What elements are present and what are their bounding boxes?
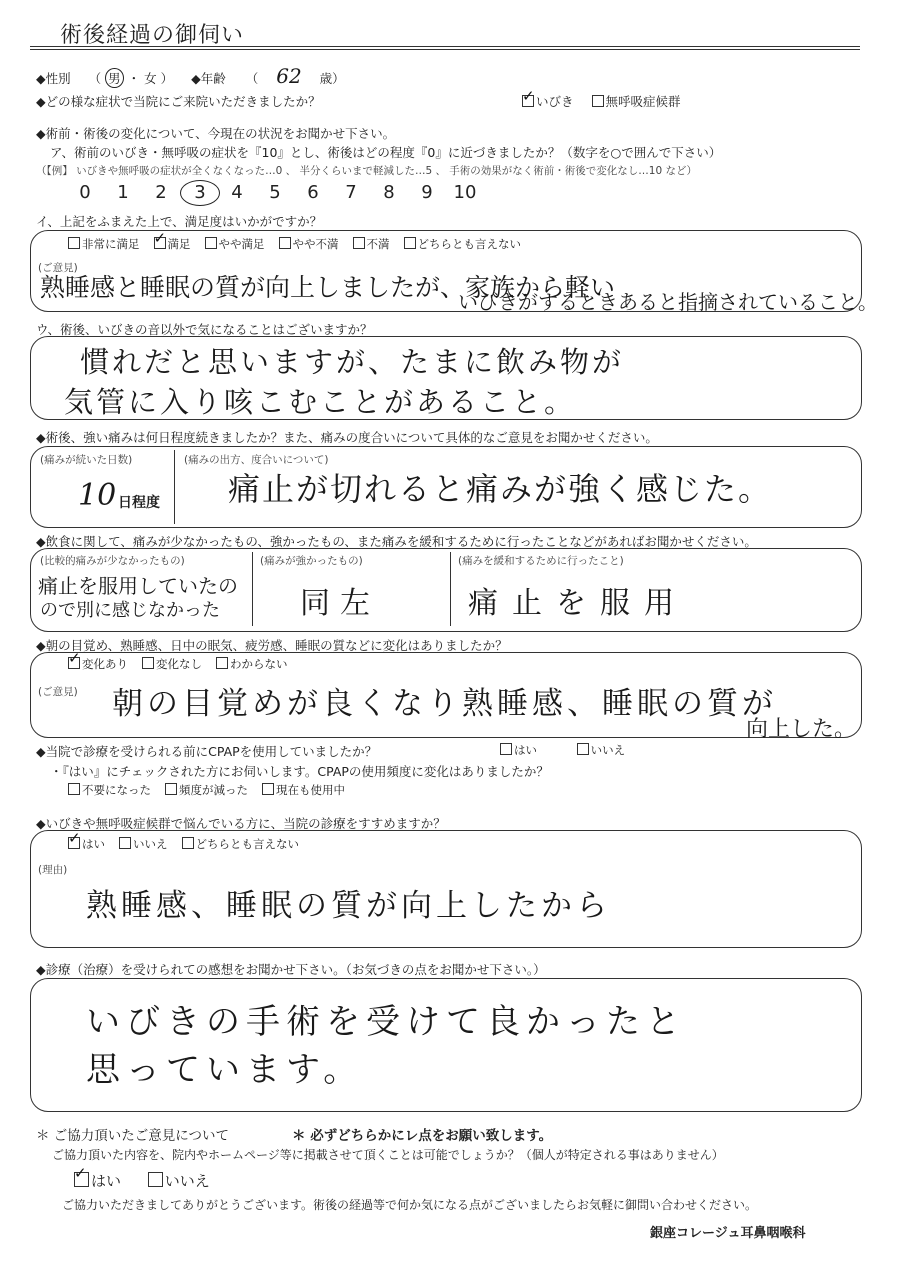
- q8-option-checkbox[interactable]: [165, 783, 177, 795]
- gender-close-paren: ）: [160, 71, 174, 86]
- scale-number[interactable]: 8: [383, 182, 395, 203]
- q6-question: ◆飲食に関して、痛みが少なかったもの、強かったもの、また痛みを緩和するために行ったことなどがあればお聞かせください。: [36, 534, 757, 549]
- q3-options: [68, 236, 535, 252]
- q5-answer[interactable]: 痛止が切れると痛みが強く感じた。: [228, 470, 773, 508]
- q8-subquestion: ・『はい』にチェックされた方にお伺いします。CPAPの使用頻度に変化はありましたか？: [50, 764, 549, 779]
- footer-yes-checkbox[interactable]: [74, 1172, 89, 1187]
- q1-snoring-checkbox[interactable]: [522, 95, 534, 107]
- q3-answer-line1[interactable]: 熟睡感と睡眠の質が向上しましたが、家族から軽い: [40, 273, 616, 302]
- footer-question: ご協力頂いた内容を、院内やホームページ等に掲載させて頂くことは可能でしょうか？（個人が特定される事はありません）: [52, 1148, 724, 1162]
- clinic-name: 銀座コレージュ耳鼻咽喉科: [650, 1226, 806, 1241]
- footer-no-checkbox[interactable]: [148, 1172, 163, 1187]
- age-label: ◆年齢: [191, 71, 226, 86]
- q8-option-label: 頻度が減った: [179, 783, 248, 797]
- age-open-paren: （: [245, 71, 259, 86]
- q4-answer-line1[interactable]: 慣れだと思いますが、たまに飲み物が: [80, 345, 625, 379]
- q6-label-less-pain: (比較的痛みが少なかったもの): [40, 555, 185, 567]
- q2-scale: [66, 180, 484, 206]
- scale-number[interactable]: 4: [231, 182, 243, 203]
- q9-option-label: いいえ: [133, 837, 168, 851]
- q8-no-checkbox[interactable]: [577, 743, 589, 755]
- q7-option-label: わからない: [230, 657, 288, 671]
- gender-label: ◆性別: [36, 71, 71, 86]
- q9-option-checkbox[interactable]: [119, 837, 131, 849]
- scale-number[interactable]: 5: [269, 182, 281, 203]
- q8-option-checkbox[interactable]: [262, 783, 274, 795]
- q7-options: [68, 656, 302, 672]
- q7-option-checkbox[interactable]: [68, 657, 80, 669]
- q8-option-label: 現在も使用中: [276, 783, 345, 797]
- q8-yes-label: はい: [514, 743, 537, 757]
- q7-answer-line2[interactable]: 向上した。: [746, 717, 857, 742]
- q5-degree-label: (痛みの出方、度合いについて): [184, 454, 329, 466]
- q1-snoring-label: いびき: [536, 94, 574, 109]
- q6-answer-1a[interactable]: 痛止を服用していたの: [38, 574, 238, 598]
- q9-option-label: どちらとも言えない: [195, 837, 299, 851]
- q5-days-value[interactable]: 10: [78, 478, 117, 513]
- scale-number[interactable]: 2: [155, 182, 167, 203]
- footer-thanks: ご協力いただきましてありがとうございます。術後の経過等で何か気になる点がございましたらお気軽に御問い合わせください。: [62, 1198, 758, 1212]
- q3-option-checkbox[interactable]: [68, 237, 80, 249]
- q1-apnea-label: 無呼吸症候群: [605, 94, 681, 109]
- q7-option-checkbox[interactable]: [142, 657, 154, 669]
- scale-number[interactable]: 6: [307, 182, 319, 203]
- q9-option-checkbox[interactable]: [182, 837, 194, 849]
- q3-option-checkbox[interactable]: [404, 237, 416, 249]
- q9-option-label: はい: [82, 837, 105, 851]
- q5-days-unit: 日程度: [118, 495, 160, 511]
- footer-no-label: いいえ: [164, 1172, 210, 1190]
- q2-question: ◆術前・術後の変化について、今現在の状況をお聞かせ下さい。: [36, 126, 396, 141]
- q8-option-label: 不要になった: [82, 783, 151, 797]
- scale-number[interactable]: 0: [79, 182, 91, 203]
- title-underline: [30, 46, 860, 50]
- footer-heading-2: ＊ 必ずどちらかにレ点をお願い致します。: [292, 1128, 553, 1144]
- q6-label-strong-pain: (痛みが強かったもの): [260, 555, 363, 567]
- q9-question: ◆いびきや無呼吸症候群で悩んでいる方に、当院の診療をすすめますか？: [36, 816, 446, 831]
- q7-question: ◆朝の目覚め、熟睡感、日中の眠気、疲労感、睡眠の質などに変化はありましたか？: [36, 638, 508, 653]
- q2-subquestion: ア、術前のいびき・無呼吸の症状を『10』とし、術後はどの程度『0』に近づきましたか？（数字を○で囲んで下さい）: [50, 145, 722, 160]
- gender-row: [36, 64, 345, 88]
- q7-answer-line1[interactable]: 朝の目覚めが良くなり熟睡感、睡眠の質が: [112, 686, 777, 722]
- scale-number[interactable]: 10: [453, 182, 477, 203]
- q8-option-checkbox[interactable]: [68, 783, 80, 795]
- scale-number[interactable]: 7: [345, 182, 357, 203]
- q4-answer-line2[interactable]: 気管に入り咳こむことがあること。: [64, 385, 577, 419]
- q3-option-checkbox[interactable]: [205, 237, 217, 249]
- q5-question: ◆術後、強い痛みは何日程度続きましたか？また、痛みの度合いについて具体的なご意見をお聞かせください。: [36, 430, 658, 445]
- q6-answer-2[interactable]: 同左: [300, 586, 380, 621]
- gender-open-paren: （: [88, 71, 102, 86]
- age-close-paren: 歳）: [319, 71, 345, 86]
- footer-yes-label: はい: [91, 1172, 122, 1190]
- gender-separator: ・: [127, 71, 141, 86]
- q6-divider-2: [450, 552, 451, 626]
- footer-heading-1: ＊ ご協力頂いたご意見について: [36, 1128, 230, 1144]
- q3-opinion-label: (ご意見): [38, 262, 78, 274]
- q1-apnea-checkbox[interactable]: [592, 95, 604, 107]
- q8-yes-checkbox[interactable]: [500, 743, 512, 755]
- q3-option-checkbox[interactable]: [279, 237, 291, 249]
- q3-option-checkbox[interactable]: [154, 237, 166, 249]
- age-value[interactable]: 62: [276, 64, 302, 88]
- q3-option-label: 満足: [167, 237, 191, 251]
- q3-option-label: 不満: [366, 237, 390, 251]
- scale-number[interactable]: 1: [117, 182, 129, 203]
- scale-number[interactable]: 9: [421, 182, 433, 203]
- q4-question: ウ、術後、いびきの音以外で気になることはございますか？: [36, 322, 373, 337]
- scale-selected-circle: 3: [180, 180, 220, 206]
- page-title: 術後経過の御伺い: [60, 23, 245, 48]
- q8-options: [500, 742, 625, 758]
- q6-answer-1b[interactable]: ので別に感じなかった: [40, 600, 220, 621]
- q10-question: ◆診療（治療）を受けられての感想をお聞かせ下さい。（お気づきの点をお聞かせ下さい。）: [36, 962, 546, 977]
- q3-option-label: どちらとも言えない: [417, 237, 521, 251]
- q9-reason-label: (理由): [38, 864, 68, 876]
- q3-option-label: やや満足: [218, 237, 265, 251]
- q1-options: [522, 92, 681, 110]
- q5-days-label: (痛みが続いた日数): [40, 454, 133, 466]
- scale-number[interactable]: [180, 180, 218, 206]
- q2-example: （【例】 いびきや無呼吸の症状が全くなくなった…0 、 半分くらいまで軽減した…5 、 手術の効果がなく術前・術後で変化なし…10 など）: [36, 165, 697, 177]
- q9-option-checkbox[interactable]: [68, 837, 80, 849]
- q6-answer-3[interactable]: 痛止を服用: [468, 586, 688, 621]
- footer-options: [74, 1170, 210, 1191]
- q7-option-checkbox[interactable]: [216, 657, 228, 669]
- q8-sub-options: [68, 782, 359, 798]
- q3-option-label: 非常に満足: [82, 237, 140, 251]
- q9-options: [68, 836, 313, 852]
- q10-answer-line1[interactable]: いびきの手術を受けて良かったと: [86, 1002, 686, 1042]
- q5-divider: [174, 450, 175, 524]
- q8-no-label: いいえ: [590, 743, 626, 757]
- q7-option-label: 変化あり: [82, 657, 128, 671]
- q3-question: イ、上記をふまえた上で、満足度はいかがですか？: [36, 214, 323, 229]
- q3-answer-line2[interactable]: いびきがするときあると指摘されていること。: [458, 290, 878, 314]
- gender-male-option[interactable]: 男: [105, 68, 124, 88]
- q6-divider-1: [252, 552, 253, 626]
- q3-option-checkbox[interactable]: [353, 237, 365, 249]
- q10-answer-line2[interactable]: 思っています。: [86, 1050, 364, 1090]
- q3-option-label: やや不満: [292, 237, 339, 251]
- q7-opinion-label: (ご意見): [38, 686, 78, 698]
- q8-question: ◆当院で診療を受けられる前にCPAPを使用していましたか？: [36, 744, 378, 759]
- q6-label-relief: (痛みを緩和するために行ったこと): [458, 555, 624, 567]
- gender-female-option[interactable]: 女: [144, 71, 157, 86]
- q1-question: ◆どの様な症状で当院にご来院いただきましたか？: [36, 94, 321, 109]
- q7-option-label: 変化なし: [156, 657, 202, 671]
- q9-answer[interactable]: 熟睡感、睡眠の質が向上したから: [86, 888, 611, 924]
